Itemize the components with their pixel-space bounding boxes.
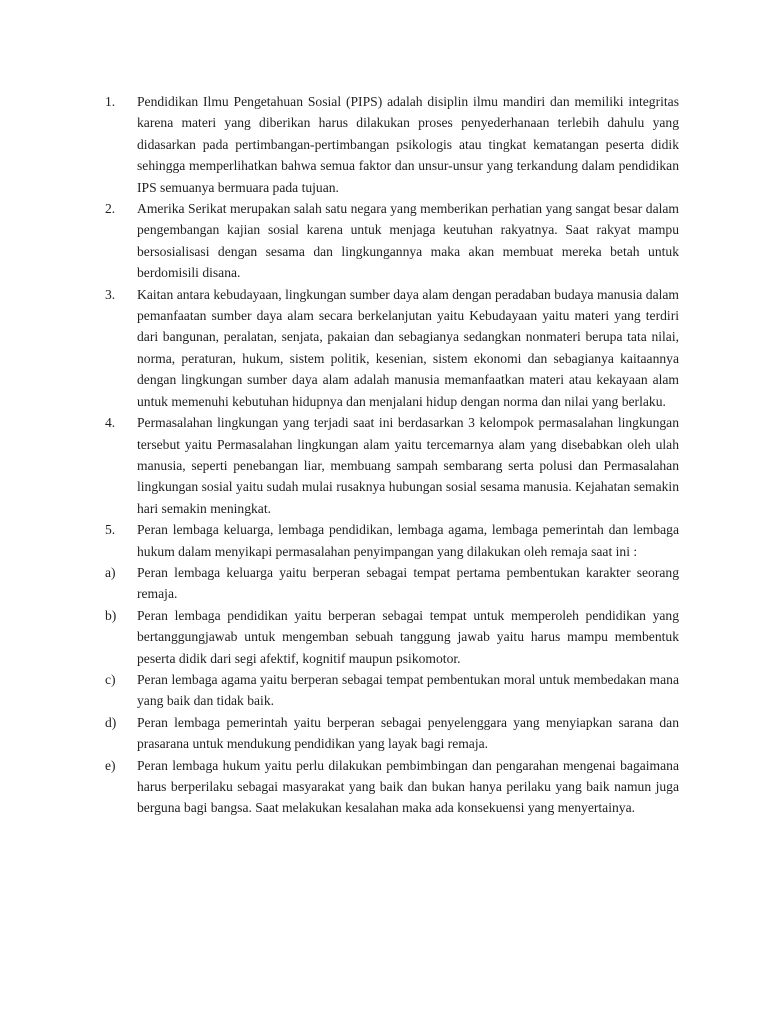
lettered-item-a	[105, 562, 679, 605]
numbered-item-2	[105, 198, 679, 284]
lettered-item-d	[105, 712, 679, 755]
list-marker: d)	[105, 714, 117, 730]
list-item-text: Peran lembaga pendidikan yaitu berperan sebagai tempat untuk memperoleh pendidikan yang bertanggungjawab untuk mengemban sebuah tanggung jawab yaitu harus mampu membentuk peserta didik dari segi afektif, kognitif maupun psikomotor.	[137, 607, 679, 666]
list-marker: a)	[105, 564, 116, 580]
list-item-text: Kaitan antara kebudayaan, lingkungan sumber daya alam dengan peradaban budaya manusia dalam pemanfaatan sumber daya alam secara berkelanjutan yaitu Kebudayaan yaitu materi yang terdiri dari bangunan, peralatan, senjata, pakaian dan sebagianya sedangkan nonmateri berupa tata nilai, norma, peraturan, hukum, sistem politik, kesenian, sistem ekonomi dan sebagianya kaitaannya dengan lingkungan sumber daya alam adalah manusia memanfaatkan materi atau kekayaan alam untuk memenuhi kebutuhan hidupnya dan menjalani hidup dengan norma dan nilai yang berlaku.	[137, 286, 679, 409]
numbered-item-4	[105, 412, 679, 519]
list-marker: 2.	[105, 201, 116, 217]
document-body	[105, 91, 679, 819]
list-item-text: Peran lembaga hukum yaitu perlu dilakukan pembimbingan dan pengarahan mengenai bagaimana harus berperilaku sebagai masyarakat yang baik dan bukan hanya perilaku yang baik namun juga berguna bagi bangsa. Saat melakukan kesalahan maka ada konsekuensi yang menyertainya.	[137, 757, 679, 816]
list-marker: b)	[105, 607, 117, 623]
list-item-text: Peran lembaga keluarga, lembaga pendidikan, lembaga agama, lembaga pemerintah dan lembaga hukum dalam menyikapi permasalahan penyimpangan yang dilakukan oleh remaja saat ini :	[137, 522, 679, 559]
list-marker: 3.	[105, 286, 116, 302]
numbered-item-1	[105, 91, 679, 198]
list-marker: c)	[105, 671, 116, 687]
list-marker: e)	[105, 757, 116, 773]
list-item-text: Amerika Serikat merupakan salah satu negara yang memberikan perhatian yang sangat besar dalam pengembangan kajian sosial karena untuk menjaga keutuhan rakyatnya. Saat rakyat mampu bersosialisasi dengan sesama dan lingkungannya maka akan membuat mereka betah untuk berdomisili disana.	[137, 201, 679, 281]
list-marker: 5.	[105, 522, 116, 538]
numbered-item-3	[105, 284, 679, 412]
list-item-text: Permasalahan lingkungan yang terjadi saat ini berdasarkan 3 kelompok permasalahan lingkungan tersebut yaitu Permasalahan lingkungan alam yaitu tercemarnya alam yang disebabkan oleh ulah manusia, seperti penebangan liar, membuang sampah sembarang serta polusi dan Permasalahan lingkungan sosial yaitu sudah mulai rusaknya hubungan sosial sesama manusia. Kejahatan semakin hari semakin meningkat.	[137, 415, 679, 516]
list-item-text: Peran lembaga agama yaitu berperan sebagai tempat pembentukan moral untuk membedakan mana yang baik dan tidak baik.	[137, 671, 679, 709]
numbered-item-5	[105, 519, 679, 562]
lettered-item-b	[105, 605, 679, 669]
lettered-item-c	[105, 669, 679, 712]
list-marker: 4.	[105, 415, 116, 431]
lettered-item-e	[105, 755, 679, 819]
list-item-text: Peran lembaga keluarga yaitu berperan sebagai tempat pertama pembentukan karakter seorang remaja.	[137, 564, 679, 602]
list-item-text: Peran lembaga pemerintah yaitu berperan sebagai penyelenggara yang menyiapkan sarana dan prasarana untuk mendukung pendidikan yang layak bagi remaja.	[137, 714, 679, 752]
list-marker: 1.	[105, 94, 116, 109]
list-item-text: Pendidikan Ilmu Pengetahuan Sosial (PIPS) adalah disiplin ilmu mandiri dan memiliki integritas karena materi yang diberikan harus dilakukan proses penyederhanaan terlebih dahulu yang didasarkan pada pertimbangan-pertimbangan psikologis atau tingkat kematangan peserta didik sehingga memperlihatkan bahwa semua faktor dan unsur-unsur yang terkandung dalam pendidikan IPS semuanya bermuara pada tujuan.	[137, 94, 679, 195]
